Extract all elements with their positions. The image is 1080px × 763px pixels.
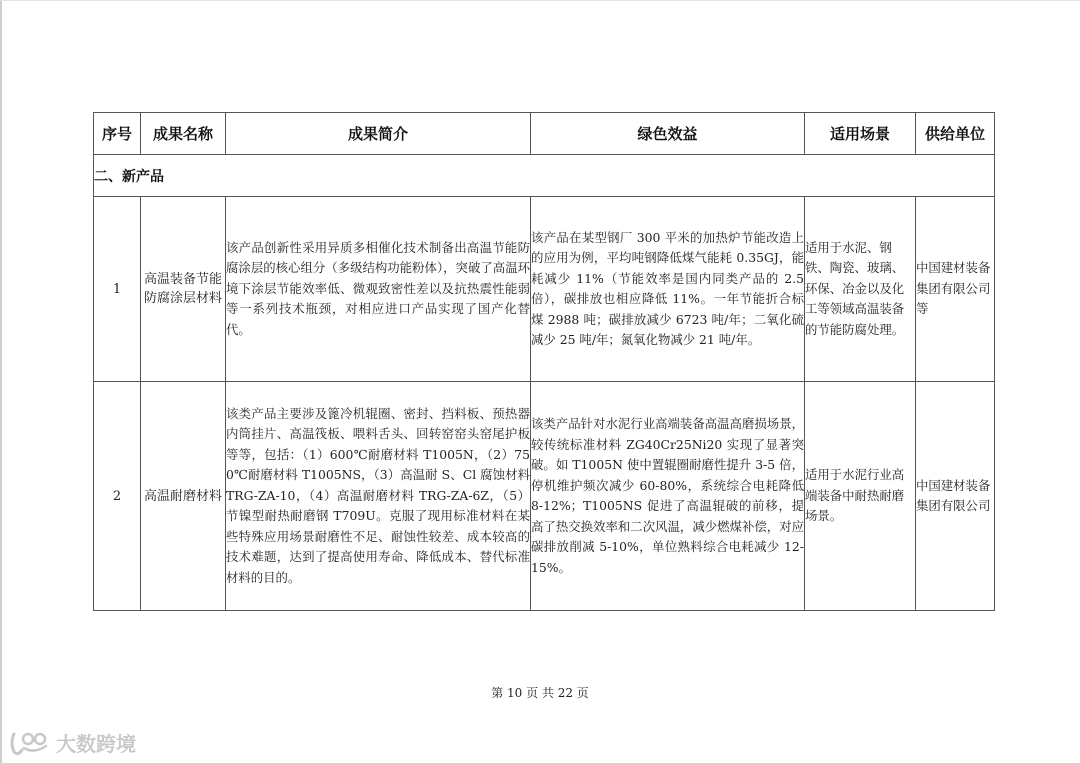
page-number: 第 10 页 共 22 页 xyxy=(491,686,589,700)
header-intro: 成果简介 xyxy=(226,113,531,155)
green-benefit: 该产品在某型钢厂 300 平米的加热炉节能改造上的应用为例，平均吨钢降低煤气能耗 0.35GJ，能耗减少 11%（节能效率是国内同类产品的 2.5 倍），碳排放也相应降低 11%。一年节能折合标煤 2988 吨；碳排放减少 6723 吨/年；二氧化硫减少 25 吨/年；氮氧化物减少 21 吨/年。 xyxy=(531,197,805,382)
result-name: 高温耐磨材料 xyxy=(141,382,226,611)
result-name: 高温装备节能防腐涂层材料 xyxy=(141,197,226,382)
page-edge xyxy=(0,0,2,763)
result-intro: 该类产品主要涉及篦冷机辊圈、密封、挡料板、预热器内筒挂片、高温筏板、喂料舌头、回转窑窑头窑尾护板等等，包括：（1）600℃耐磨材料 T1005N，（2）750℃耐磨材料 T1005NS，（3）高温耐 S、Cl 腐蚀材料 TRG-ZA-10，（4）高温耐磨材料 TRG-ZA-6Z，（5）节镍型耐热耐磨钢 T709U。克服了现用标准材料在某些特殊应用场景耐磨性不足、耐蚀性较差、成本较高的技术难题，达到了提高使用寿命、降低成本、替代标准材料的目的。 xyxy=(226,382,531,611)
watermark xyxy=(8,728,136,757)
section-title: 二、新产品 xyxy=(94,155,995,197)
watermark-text: 大数跨境 xyxy=(56,732,136,756)
header-benefit: 绿色效益 xyxy=(531,113,805,155)
supplier: 中国建材装备集团有限公司 xyxy=(916,382,995,611)
table-row xyxy=(94,382,995,611)
header-scene: 适用场景 xyxy=(805,113,916,155)
green-benefit: 该类产品针对水泥行业高端装备高温高磨损场景，较传统标准材料 ZG40Cr25Ni20 实现了显著突破。如 T1005N 使中置辊圈耐磨性提升 3-5 倍，停机维护频次减少 60-80%，系统综合电耗降低 8-12%；T1005NS 促进了高温辊破的前移，提高了热交换效率和二次风温，减少燃煤补偿，对应碳排放削减 5-10%，单位熟料综合电耗减少 12-15%。 xyxy=(531,382,805,611)
achievement-table xyxy=(93,112,995,611)
page-edge-top xyxy=(0,0,1080,1)
header-name: 成果名称 xyxy=(141,113,226,155)
table-header-row xyxy=(94,113,995,155)
row-number: 1 xyxy=(94,197,141,382)
section-row xyxy=(94,155,995,197)
row-number: 2 xyxy=(94,382,141,611)
application-scene: 适用于水泥行业高端装备中耐热耐磨场景。 xyxy=(805,382,916,611)
supplier: 中国建材装备集团有限公司等 xyxy=(916,197,995,382)
table-row xyxy=(94,197,995,382)
header-supplier: 供给单位 xyxy=(916,113,995,155)
watermark-logo-icon xyxy=(8,730,52,756)
application-scene: 适用于水泥、钢铁、陶瓷、玻璃、环保、冶金以及化工等领域高温装备的节能防腐处理。 xyxy=(805,197,916,382)
header-no: 序号 xyxy=(94,113,141,155)
result-intro: 该产品创新性采用异质多相催化技术制备出高温节能防腐涂层的核心组分（多级结构功能粉体），突破了高温环境下涂层节能效率低、微观致密性差以及抗热震性能弱等一系列技术瓶颈，对相应进口产品实现了国产化替代。 xyxy=(226,197,531,382)
